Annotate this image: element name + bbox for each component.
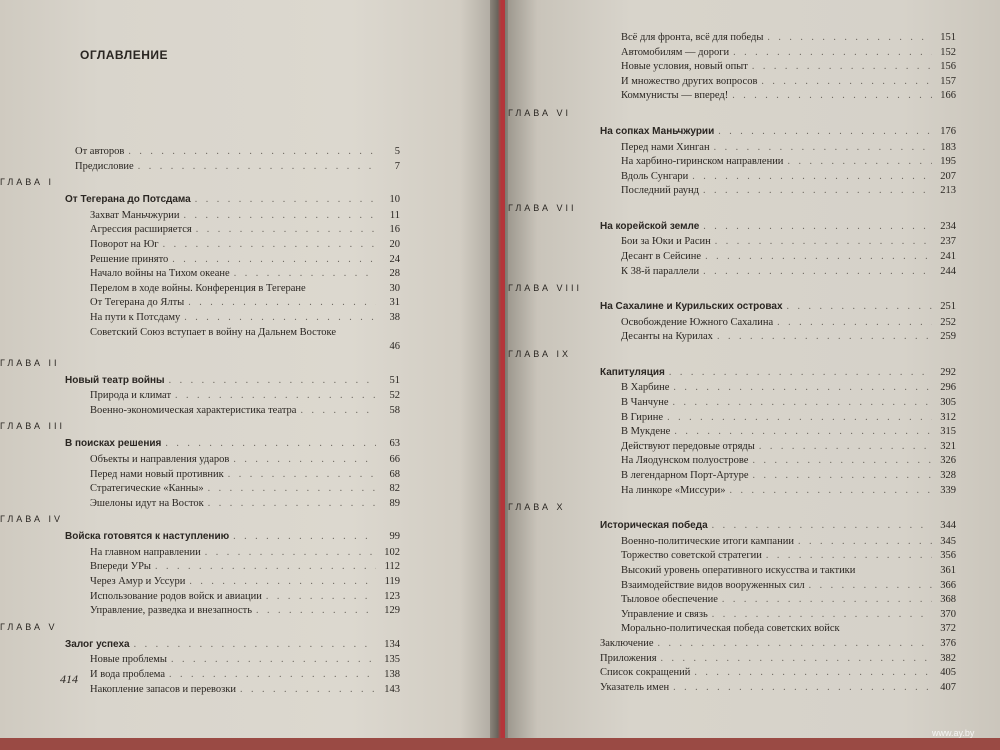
toc-entry bbox=[90, 340, 400, 354]
leader-dots bbox=[228, 468, 376, 482]
toc-entry-title: Начало войны на Тихом океане bbox=[90, 268, 230, 280]
toc-entry bbox=[90, 311, 400, 325]
leader-dots bbox=[787, 155, 932, 169]
toc-page-number: 123 bbox=[384, 590, 400, 602]
toc-entry bbox=[90, 560, 400, 574]
toc-entry-title: Последний раунд bbox=[621, 185, 699, 197]
toc-entry-title: На сопках Маньчжурии bbox=[600, 126, 715, 137]
toc-entry-title: Указатель имен bbox=[600, 681, 670, 693]
toc-page-number: 30 bbox=[389, 282, 400, 294]
toc-page-number: 63 bbox=[389, 438, 400, 450]
toc-entry-title: Вдоль Сунгари bbox=[621, 170, 689, 182]
leader-dots bbox=[233, 453, 376, 467]
toc-page-number: 82 bbox=[389, 483, 400, 495]
toc-page-number: 166 bbox=[940, 90, 956, 102]
toc-page-number: 143 bbox=[384, 683, 400, 695]
spine-binding bbox=[501, 0, 505, 750]
toc-entry-title: От авторов bbox=[75, 146, 125, 157]
toc-entry bbox=[600, 652, 956, 666]
toc-page-number: 234 bbox=[940, 220, 956, 232]
toc-entry-title: Предисловие bbox=[75, 160, 134, 172]
toc-page-number: 207 bbox=[940, 170, 956, 182]
leader-dots bbox=[669, 366, 932, 380]
toc-entry-title: Десант в Сейсине bbox=[621, 251, 702, 262]
toc-entry-title: Десанты на Курилах bbox=[621, 331, 713, 343]
leader-dots bbox=[673, 396, 932, 410]
toc-page-number: 361 bbox=[940, 564, 956, 576]
toc-page-number: 89 bbox=[389, 497, 400, 509]
leader-dots bbox=[694, 666, 932, 680]
leader-dots bbox=[208, 482, 376, 496]
toc-entry-title: На Сахалине и Курильских островах bbox=[600, 301, 783, 313]
toc-page-number: 356 bbox=[940, 550, 956, 562]
leader-dots bbox=[712, 608, 932, 622]
chapter-heading: ГЛАВА VII bbox=[508, 202, 577, 213]
toc-entry-title: Военно-экономическая характеристика театра bbox=[90, 404, 297, 416]
toc-page-number: 11 bbox=[389, 209, 400, 221]
toc-entry-title: Всё для фронта, всё для победы bbox=[621, 32, 764, 43]
toc-entry-title: Советский Союз вступает в войну на Дальнем Востоке bbox=[90, 326, 337, 338]
toc-page-number: 244 bbox=[940, 265, 956, 277]
toc-entry bbox=[90, 209, 400, 223]
toc-entry-title: Историческая победа bbox=[600, 520, 708, 532]
toc-entry bbox=[90, 282, 400, 296]
toc-entry bbox=[90, 404, 400, 418]
toc-page-number: 312 bbox=[940, 411, 956, 423]
toc-page-number: 339 bbox=[940, 484, 956, 496]
toc-entry bbox=[90, 296, 400, 310]
toc-entry-title: Военно-политические итоги кампании bbox=[621, 535, 794, 547]
toc-entry bbox=[621, 141, 956, 155]
toc-page-number: 24 bbox=[389, 253, 400, 265]
toc-page-number: 407 bbox=[940, 681, 956, 693]
leader-dots bbox=[777, 316, 932, 330]
toc-section bbox=[65, 437, 400, 451]
right-page bbox=[508, 0, 1000, 750]
leader-dots bbox=[240, 683, 376, 697]
leader-dots bbox=[172, 253, 376, 267]
toc-page-number: 99 bbox=[389, 531, 400, 543]
leader-dots bbox=[266, 590, 376, 604]
toc-entry bbox=[621, 535, 956, 549]
leader-dots bbox=[188, 296, 376, 310]
toc-entry bbox=[621, 184, 956, 198]
leader-dots bbox=[722, 593, 932, 607]
leader-dots bbox=[169, 374, 376, 388]
toc-entry bbox=[600, 637, 956, 651]
toc-entry bbox=[621, 75, 956, 89]
toc-entry bbox=[621, 622, 956, 636]
leader-dots bbox=[703, 184, 932, 198]
leader-dots bbox=[233, 530, 376, 544]
leader-dots bbox=[169, 668, 376, 682]
toc-entry bbox=[621, 564, 956, 578]
toc-section bbox=[65, 193, 400, 207]
leader-dots bbox=[195, 193, 376, 207]
toc-entry-title: На харбино-гиринском направлении bbox=[621, 156, 784, 168]
leader-dots bbox=[712, 519, 932, 533]
toc-section bbox=[600, 220, 956, 234]
chapter-heading: ГЛАВА II bbox=[0, 357, 60, 368]
toc-entry bbox=[90, 546, 400, 560]
chapter-heading: ГЛАВА V bbox=[0, 621, 58, 632]
toc-entry-title: Поворот на Юг bbox=[90, 238, 159, 250]
toc-page-number: 176 bbox=[940, 126, 956, 137]
toc-entry-title: Список сокращений bbox=[600, 667, 691, 679]
toc-entry-title: Объекты и направления ударов bbox=[90, 453, 230, 465]
toc-page-number: 10 bbox=[389, 194, 400, 206]
toc-entry bbox=[90, 389, 400, 403]
toc-entry-title: Коммунисты — вперед! bbox=[621, 90, 729, 102]
toc-entry bbox=[600, 666, 956, 680]
toc-page-number: 195 bbox=[940, 156, 956, 168]
toc-page-number: 328 bbox=[940, 470, 956, 481]
toc-page-number: 251 bbox=[940, 301, 956, 313]
toc-page-number: 305 bbox=[940, 397, 956, 408]
toc-entry bbox=[90, 468, 400, 482]
chapter-heading: ГЛАВА I bbox=[0, 177, 54, 188]
leader-dots bbox=[673, 381, 932, 395]
toc-page-number: 68 bbox=[389, 468, 400, 480]
leader-dots bbox=[300, 404, 376, 418]
toc-entry-title: На главном направлении bbox=[90, 546, 201, 558]
toc-entry bbox=[621, 381, 956, 395]
toc-entry bbox=[621, 425, 956, 439]
toc-entry bbox=[621, 31, 956, 45]
toc-entry bbox=[90, 238, 400, 252]
toc-entry-title: Перед нами новый противник bbox=[90, 468, 224, 480]
toc-entry-title: Новые проблемы bbox=[90, 654, 167, 666]
leader-dots bbox=[134, 638, 376, 652]
toc-page-number: 326 bbox=[940, 455, 956, 467]
toc-entry bbox=[90, 683, 400, 697]
toc-entry bbox=[90, 223, 400, 237]
leader-dots bbox=[667, 411, 932, 425]
toc-page-number: 372 bbox=[940, 623, 956, 635]
toc-entry-title: В поисках решения bbox=[65, 438, 162, 450]
leader-dots bbox=[718, 125, 932, 139]
leader-dots bbox=[703, 220, 932, 234]
toc-entry-title: Высокий уровень оперативного искусства и тактики bbox=[621, 564, 856, 576]
toc-entry-title: На Ляодунском полуострове bbox=[621, 455, 749, 467]
leader-dots bbox=[183, 209, 376, 223]
toc-page-number: 376 bbox=[940, 637, 956, 649]
toc-page-number: 46 bbox=[389, 341, 400, 353]
toc-entry-title: На пути к Потсдаму bbox=[90, 311, 181, 323]
toc-entry-title: Взаимодействие видов вооруженных сил bbox=[621, 579, 805, 591]
toc-entry-title: Бои за Юки и Расин bbox=[621, 236, 711, 248]
toc-section bbox=[600, 125, 956, 139]
toc-entry bbox=[621, 89, 956, 103]
toc-entry-title: Стратегические «Канны» bbox=[90, 483, 204, 495]
toc-page-number: 259 bbox=[940, 331, 956, 343]
toc-page-number: 213 bbox=[940, 185, 956, 197]
toc-entry bbox=[90, 497, 400, 511]
chapter-heading: ГЛАВА IX bbox=[508, 348, 571, 359]
toc-page-number: 405 bbox=[940, 667, 956, 679]
toc-entry-title: Залог успеха bbox=[65, 638, 130, 650]
toc-entry-title: Использование родов войск и авиации bbox=[90, 590, 262, 602]
toc-page-number: 38 bbox=[389, 311, 400, 323]
toc-entry-title: В Харбине bbox=[621, 382, 670, 394]
toc-page-number: 138 bbox=[384, 668, 400, 680]
toc-entry bbox=[90, 326, 400, 340]
leader-dots bbox=[658, 637, 932, 651]
toc-page-number: 382 bbox=[940, 652, 956, 664]
toc-entry-title: Войска готовятся к наступлению bbox=[65, 531, 230, 543]
leader-dots bbox=[205, 546, 376, 560]
toc-entry-title: Действуют передовые отряды bbox=[621, 440, 755, 452]
leader-dots bbox=[163, 238, 376, 252]
leader-dots bbox=[208, 497, 376, 511]
toc-page-number: 237 bbox=[940, 236, 956, 248]
leader-dots bbox=[766, 549, 932, 563]
toc-page-number: 102 bbox=[384, 546, 400, 558]
toc-entry-title: Новый театр войны bbox=[65, 374, 165, 386]
leader-dots bbox=[752, 454, 932, 468]
toc-entry-title: Капитуляция bbox=[600, 366, 665, 378]
toc-section bbox=[65, 638, 400, 652]
toc-entry bbox=[621, 265, 956, 279]
leader-dots bbox=[189, 575, 376, 589]
toc-entry-title: Управление и связь bbox=[621, 608, 708, 620]
toc-entry-title: Природа и климат bbox=[90, 390, 172, 402]
toc-page-number: 135 bbox=[384, 654, 400, 666]
leader-dots bbox=[759, 440, 932, 454]
chapter-heading: ГЛАВА IV bbox=[0, 514, 63, 525]
leader-dots bbox=[752, 60, 932, 74]
toc-entry-title: От Тегерана до Ялты bbox=[90, 297, 185, 309]
toc-entry bbox=[621, 440, 956, 454]
toc-title: ОГЛАВЛЕНИЕ bbox=[80, 48, 169, 62]
toc-entry-title: Агрессия расширяется bbox=[90, 224, 192, 236]
watermark: www.ay.by bbox=[932, 728, 975, 738]
toc-page-number: 119 bbox=[384, 576, 400, 587]
toc-entry bbox=[621, 60, 956, 74]
toc-page-number: 152 bbox=[940, 46, 956, 58]
toc-page-number: 183 bbox=[940, 141, 956, 153]
toc-entry bbox=[621, 250, 956, 264]
toc-page-number: 129 bbox=[384, 605, 400, 617]
toc-entry-title: И множество других вопросов bbox=[621, 75, 758, 87]
leader-dots bbox=[138, 160, 376, 174]
toc-page-number: 252 bbox=[940, 316, 956, 328]
toc-entry bbox=[621, 454, 956, 468]
chapter-heading: ГЛАВА X bbox=[508, 502, 566, 513]
leader-dots bbox=[171, 653, 376, 667]
toc-page-number: 16 bbox=[389, 224, 400, 236]
toc-entry bbox=[621, 155, 956, 169]
toc-entry bbox=[90, 590, 400, 604]
toc-entry-title: И вода проблема bbox=[90, 668, 166, 680]
leader-dots bbox=[196, 223, 376, 237]
leader-dots bbox=[761, 75, 932, 89]
toc-page-number: 321 bbox=[940, 440, 956, 452]
toc-entry-title: Автомобилям — дороги bbox=[621, 46, 730, 58]
toc-entry-title: Тыловое обеспечение bbox=[621, 594, 718, 606]
leader-dots bbox=[234, 267, 376, 281]
leader-dots bbox=[692, 170, 932, 184]
toc-entry bbox=[621, 46, 956, 60]
toc-entry bbox=[90, 668, 400, 682]
toc-entry-title: В Мукдене bbox=[621, 426, 671, 438]
toc-entry bbox=[90, 604, 400, 618]
toc-entry-title: Решение принято bbox=[90, 253, 169, 265]
book-edge bbox=[0, 738, 1000, 750]
toc-entry bbox=[90, 653, 400, 667]
toc-entry bbox=[621, 579, 956, 593]
toc-page-number: 157 bbox=[940, 75, 956, 87]
toc-entry bbox=[90, 253, 400, 267]
toc-entry-title: Перелом в ходе войны. Конференция в Тегеране bbox=[90, 282, 306, 294]
toc-entry-title: Управление, разведка и внезапность bbox=[90, 605, 253, 617]
toc-page-number: 7 bbox=[394, 160, 400, 172]
toc-entry bbox=[621, 170, 956, 184]
toc-entry bbox=[621, 593, 956, 607]
toc-page-number: 368 bbox=[940, 594, 956, 606]
page-number: 414 bbox=[60, 672, 78, 686]
chapter-heading: ГЛАВА VIII bbox=[508, 283, 582, 294]
toc-entry-title: Освобождение Южного Сахалина bbox=[621, 316, 774, 328]
chapter-heading: ГЛАВА VI bbox=[508, 108, 571, 118]
leader-dots bbox=[715, 235, 932, 249]
toc-page-number: 52 bbox=[389, 390, 400, 402]
leader-dots bbox=[703, 265, 932, 279]
toc-page-number: 51 bbox=[389, 374, 400, 386]
leader-dots bbox=[661, 652, 932, 666]
toc-entry bbox=[621, 330, 956, 344]
toc-entry-title: На линкоре «Миссури» bbox=[621, 484, 726, 496]
toc-entry bbox=[90, 482, 400, 496]
leader-dots bbox=[674, 425, 932, 439]
chapter-heading: ГЛАВА III bbox=[0, 421, 65, 432]
leader-dots bbox=[798, 535, 932, 549]
leader-dots bbox=[165, 437, 376, 451]
toc-entry-title: Заключение bbox=[600, 637, 654, 649]
toc-entry bbox=[621, 316, 956, 330]
toc-entry-title: Накопление запасов и перевозки bbox=[90, 683, 236, 695]
toc-page-number: 58 bbox=[389, 404, 400, 416]
toc-entry-title: Впереди УРы bbox=[90, 561, 151, 573]
toc-page-number: 292 bbox=[940, 366, 956, 378]
toc-entry bbox=[621, 469, 956, 483]
toc-entry-title: В Чанчуне bbox=[621, 397, 669, 408]
leader-dots bbox=[256, 604, 376, 618]
toc-entry bbox=[90, 575, 400, 589]
leader-dots bbox=[787, 300, 932, 314]
toc-entry-title: Перед нами Хинган bbox=[621, 141, 710, 153]
toc-page-number: 156 bbox=[940, 61, 956, 73]
toc-entry bbox=[600, 681, 956, 695]
toc-section bbox=[65, 374, 400, 388]
leader-dots bbox=[732, 89, 932, 103]
leader-dots bbox=[128, 145, 376, 159]
toc-entry bbox=[75, 160, 400, 174]
leader-dots bbox=[717, 330, 932, 344]
toc-entry-title: Новые условия, новый опыт bbox=[621, 61, 748, 73]
toc-entry-title: К 38-й параллели bbox=[621, 265, 700, 277]
toc-section bbox=[600, 366, 956, 380]
toc-entry bbox=[621, 396, 956, 410]
toc-page-number: 66 bbox=[389, 453, 400, 465]
toc-page-number: 151 bbox=[940, 32, 956, 43]
toc-entry bbox=[621, 411, 956, 425]
leader-dots bbox=[809, 579, 932, 593]
toc-entry-title: От Тегерана до Потсдама bbox=[65, 194, 191, 206]
toc-page-number: 31 bbox=[389, 297, 400, 309]
toc-entry bbox=[621, 549, 956, 563]
toc-page-number: 345 bbox=[940, 535, 956, 547]
toc-entry bbox=[621, 608, 956, 622]
toc-entry-title: На корейской земле bbox=[600, 220, 700, 232]
leader-dots bbox=[705, 250, 932, 264]
toc-entry-title: Захват Маньчжурии bbox=[90, 209, 180, 221]
toc-entry-title: Морально-политическая победа советских войск bbox=[621, 623, 840, 635]
toc-entry-title: Приложения bbox=[600, 652, 657, 664]
leader-dots bbox=[184, 311, 376, 325]
leader-dots bbox=[175, 389, 376, 403]
leader-dots bbox=[753, 469, 932, 483]
toc-entry-title: В легендарном Порт-Артуре bbox=[621, 470, 749, 481]
toc-entry bbox=[90, 267, 400, 281]
toc-section bbox=[65, 530, 400, 544]
toc-page-number: 344 bbox=[940, 520, 956, 532]
toc-entry bbox=[621, 484, 956, 498]
toc-entry-title: В Гирине bbox=[621, 411, 664, 423]
toc-page-number: 5 bbox=[394, 146, 400, 157]
toc-section bbox=[600, 519, 956, 533]
leader-dots bbox=[729, 484, 932, 498]
toc-page-number: 296 bbox=[940, 382, 956, 394]
toc-page-number: 134 bbox=[384, 638, 400, 650]
toc-page-number: 112 bbox=[384, 561, 400, 573]
leader-dots bbox=[767, 31, 932, 45]
toc-page-number: 370 bbox=[940, 608, 956, 620]
toc-entry-title: Через Амур и Уссури bbox=[90, 576, 186, 587]
toc-page-number: 241 bbox=[940, 251, 956, 262]
toc-page-number: 366 bbox=[940, 579, 956, 591]
leader-dots bbox=[733, 46, 932, 60]
toc-page-number: 20 bbox=[389, 238, 400, 250]
toc-page-number: 28 bbox=[389, 268, 400, 280]
toc-entry bbox=[621, 235, 956, 249]
toc-entry-title: Торжество советской стратегии bbox=[621, 550, 762, 562]
toc-entry bbox=[75, 145, 400, 159]
toc-section bbox=[600, 300, 956, 314]
toc-entry bbox=[90, 453, 400, 467]
toc-page-number: 315 bbox=[940, 426, 956, 438]
leader-dots bbox=[673, 681, 932, 695]
toc-entry-title: Эшелоны идут на Восток bbox=[90, 497, 204, 509]
leader-dots bbox=[155, 560, 376, 574]
leader-dots bbox=[714, 141, 932, 155]
